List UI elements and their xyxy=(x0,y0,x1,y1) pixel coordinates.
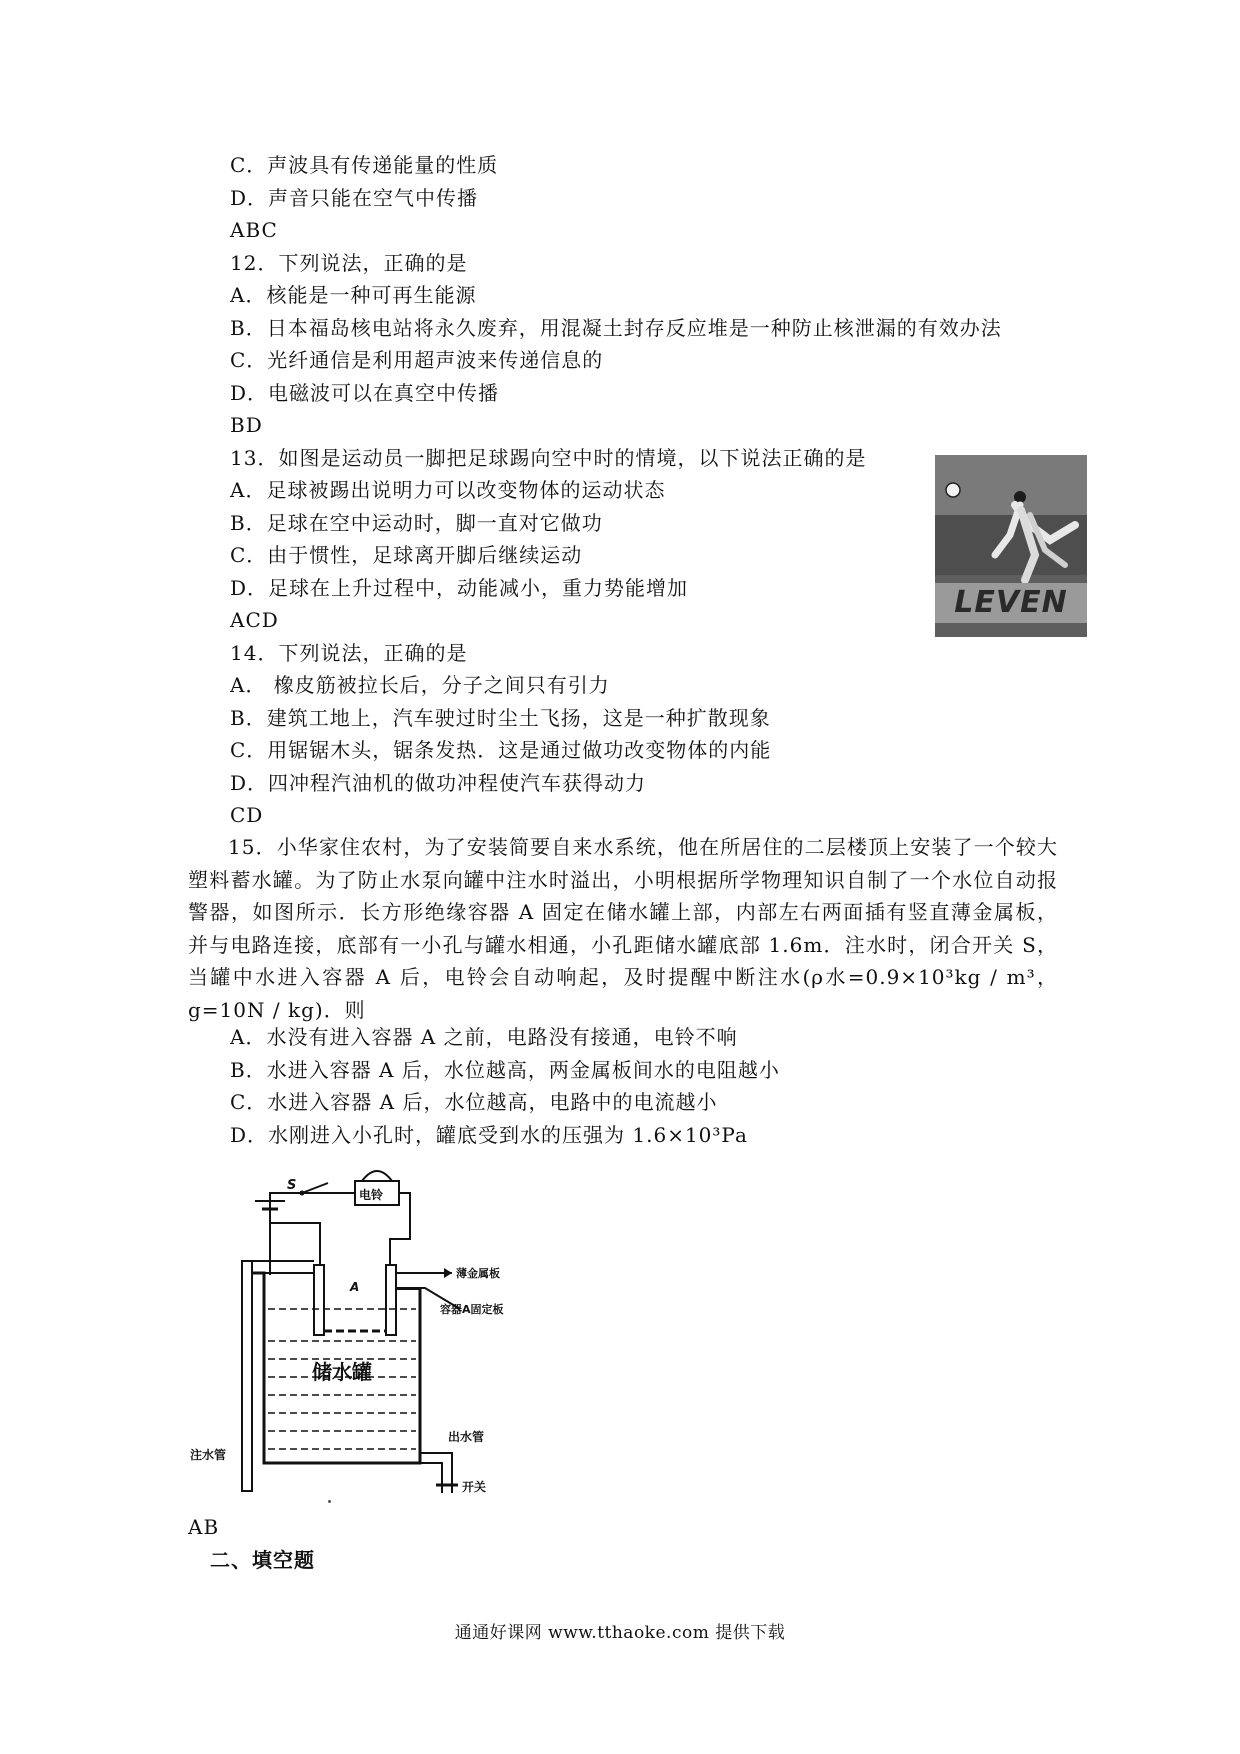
q13-option-b: B．足球在空中运动时，脚一直对它做功 xyxy=(230,511,603,535)
scan-speck xyxy=(328,1500,331,1503)
outlet-pipe-label: 出水管 xyxy=(448,1430,485,1444)
q12-option-a: A．核能是一种可再生能源 xyxy=(230,283,477,307)
q15-stem: 15．小华家住农村，为了安装简要自来水系统，他在所居住的二层楼顶上安装了一个较大塑料蓄水罐。为了防止水泵向罐中注水时溢出，小明根据所学物理知识自制了一个水位自动报警器，如图所示．长方形绝缘容器 A 固定在储水罐上部，内部左右两面插有竖直薄金属板，并与电路连接，底部有一小孔与罐水相通，小孔距储水罐底部 1.6m．注水时，闭合开关 S，当罐中水进入容器 A 后，电铃会自动响起，及时提醒中断注水(ρ水=0.9×10³kg / m³，g=10N / kg)．则 xyxy=(188,835,1058,1022)
q14-answer: CD xyxy=(230,803,264,827)
q13-option-a: A．足球被踢出说明力可以改变物体的运动状态 xyxy=(230,478,666,502)
water-level-alarm-diagram xyxy=(190,1163,590,1493)
q11-option-c: C．声波具有传递能量的性质 xyxy=(230,153,499,177)
q13-option-d: D．足球在上升过程中，动能减小，重力势能增加 xyxy=(230,576,689,600)
q11-answer: ABC xyxy=(230,218,278,242)
q14-stem: 14．下列说法，正确的是 xyxy=(230,641,468,665)
container-a-label: A xyxy=(350,1280,360,1294)
q15-option-a: A．水没有进入容器 A 之前，电路没有接通，电铃不响 xyxy=(230,1025,738,1049)
q12-answer: BD xyxy=(230,413,263,437)
q15-option-d: D．水刚进入小孔时，罐底受到水的压强为 1.6×10³Pa xyxy=(230,1123,748,1147)
q12-option-d: D．电磁波可以在真空中传播 xyxy=(230,381,500,405)
q11-option-d: D．声音只能在空气中传播 xyxy=(230,186,479,210)
q14-option-a: A． 橡皮筋被拉长后，分子之间只有引力 xyxy=(230,673,610,697)
valve-label: 开关 xyxy=(462,1480,487,1493)
fixing-plate-label: 容器A固定板 xyxy=(440,1303,504,1316)
q12-option-b: B．日本福岛核电站将永久废弃，用混凝土封存反应堆是一种防止核泄漏的有效办法 xyxy=(230,316,1002,340)
q12-option-c: C．光纤通信是利用超声波来传递信息的 xyxy=(230,348,604,372)
tank-label: 储水罐 xyxy=(312,1360,372,1384)
q15-answer: AB xyxy=(188,1515,220,1539)
page-footer: 通通好课网 www.tthaoke.com 提供下载 xyxy=(454,1623,786,1643)
q14-option-d: D．四冲程汽油机的做功冲程使汽车获得动力 xyxy=(230,771,647,795)
inlet-pipe-label: 注水管 xyxy=(190,1448,227,1462)
q15-option-b: B．水进入容器 A 后，水位越高，两金属板间水的电阻越小 xyxy=(230,1058,780,1082)
q15-option-c: C．水进入容器 A 后，水位越高，电路中的电流越小 xyxy=(230,1090,718,1114)
q13-answer: ACD xyxy=(230,608,279,632)
q14-option-c: C．用锯锯木头，锯条发热．这是通过做功改变物体的内能 xyxy=(230,738,772,762)
metal-plate-label: 薄金属板 xyxy=(456,1267,500,1280)
soccer-player-photo xyxy=(935,455,1087,637)
q13-stem: 13．如图是运动员一脚把足球踢向空中时的情境，以下说法正确的是 xyxy=(230,446,867,470)
q13-option-c: C．由于惯性，足球离开脚后继续运动 xyxy=(230,543,583,567)
switch-label: S xyxy=(287,1178,297,1193)
q12-stem: 12．下列说法，正确的是 xyxy=(230,251,468,275)
section-heading: 二、填空题 xyxy=(210,1548,315,1572)
stadium-banner: LEVEN xyxy=(935,583,1087,623)
q14-option-b: B．建筑工地上，汽车驶过时尘土飞扬，这是一种扩散现象 xyxy=(230,706,771,730)
bell-label: 电铃 xyxy=(359,1188,384,1202)
